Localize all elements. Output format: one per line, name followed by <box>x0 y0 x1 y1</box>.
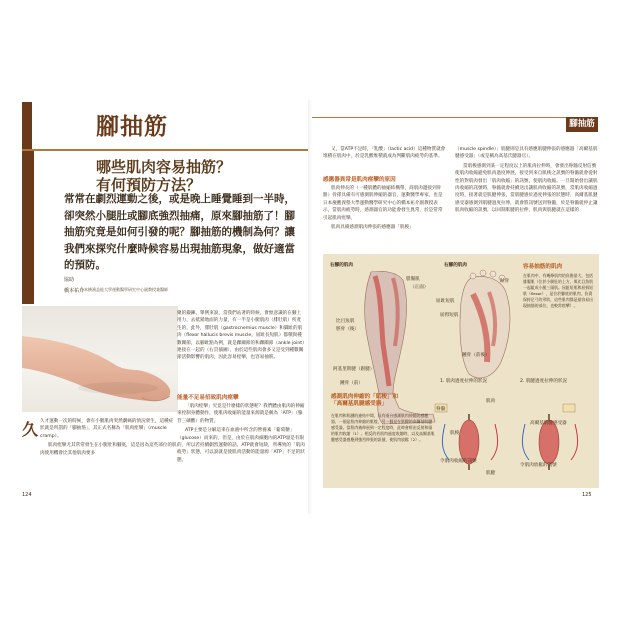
right-colA-para-1: 又，當ATP不足時，「乳酸」（lactic acid）這種物質就會堆積在肌肉中，於是乳酸堆積就成為判斷肌肉疲勞的基準。 <box>323 147 446 160</box>
signal-b-label: 令肌肉放鬆的訊號 <box>520 463 557 468</box>
figure-label-abductor: 屈拇短肌 <box>440 313 459 318</box>
figure-label-sole-bottom: 踵骨（前後） <box>462 353 490 358</box>
figure-label-toes: 趾骨 <box>500 279 510 284</box>
sensor-a-label: 高爾基肌腱感受器 <box>530 421 567 426</box>
byline-affiliation: 日本横濱益能大學運動醫學研究中心副教授兼醫師 <box>80 287 168 292</box>
subtitle-line-1: 哪些肌肉容易抽筋？ <box>96 158 232 176</box>
right-colA-para-2: 肌肉伸長的（一種肌體的抽縮結構帶，商肌肉邊接到骨骼）骨孫具備有可感測肌伸縮的器官，運動醫學專家，也是日本慶應義塾大學運動醫學研究中心的橋本祐介副教授表示，當肌肉疲勞時，感測器官的功能會發生異常，於是常常引起肌肉痙攣。 <box>323 186 443 221</box>
byline-label: 協助 <box>64 277 75 283</box>
subtitle <box>96 158 296 194</box>
title-bar <box>22 102 32 150</box>
right-colB-para-1: （muscle spindle）」肌腱則是具有感應肌腱伸張的感應器「高爾基肌腱感受器」（或是稱為高基氏腱器官）。 <box>455 147 598 160</box>
right-colB-para-2: 當肌梭感測到某一定程度以上的肌肉拉伸時，會發出脊髓反射信號使肌肉收縮避免肌肉過度伸展，接受到來自肌梭之訊號的脊髓就會從射性的對肌肉發出「肌肉收縮」的訊號，使肌肉收縮。一旦開始發出讓肌肉收縮的訊號時，脊髓就會持續送出讓肌肉收縮的訊號，當肌肉收縮過度時，接著就是肌腱伸張，當肌腱感於過度伸張的狀態時，高爾基肌腱感受器感測到肌腱過度拉伸，就會將訊號送到脊髓，於是脊髓就停止讓肌肉收縮的訊號，以回制肌腱的拉伸，肌肉與肌腱就在這樣的 <box>455 163 598 214</box>
signal-a-label: 令肌肉收縮的訊號 <box>440 459 477 464</box>
gutter-shadow <box>308 100 312 514</box>
chapter-tab: 腳抽筋 <box>566 117 598 132</box>
intro-side-band <box>22 150 34 304</box>
left-column-2 <box>177 310 305 364</box>
right-column-a <box>323 146 447 163</box>
right-column-a2 <box>323 185 447 233</box>
left-col1-para-2: 肌肉痙攣尤其常常發生在小腿肚和腳底，這是因為這些部位的肌肉使用機會比其他肌肉要多 <box>40 443 177 456</box>
side-box-title: 容易抽筋的肌肉 <box>523 264 563 270</box>
left-section-heading: 能量不足易招致肌肉痙攣 <box>177 395 239 401</box>
figure-label-calf-front: （正面） <box>410 285 429 290</box>
left-column-2b <box>177 403 305 466</box>
left-col2-para-3: ATP主要是分解這來在血液中所含的營養素「葡萄糖」（glucose）而來的，但是，由於在肌肉細胞內的ATP量是有限的，所以若持續劇烈運動的話，ATP就會短缺，所導致的「肌肉疲勞」狀態，可以說就是使肌肉活動的能量源「ATP」不足的狀態。 <box>177 428 305 463</box>
right-colA-para-3: 肌肉具備感測肌肉伸張的感應器「肌梭」 <box>331 225 414 231</box>
stage-1-label: 1. 肌肉過度拉伸的狀況 <box>440 379 488 384</box>
muscle-label: 肌肉 <box>486 399 496 404</box>
intro-paragraph: 常常在劇烈運動之後，或是晚上睡覺睡到一半時，卻突然小腿肚或腳底強烈抽痛，原來腳抽筋了！腳抽筋究竟是如何引發的呢？腳抽筋的機制為何？讓我們來探究什麼時候容易出現抽筋現象，做好適當的預防。 <box>64 193 295 271</box>
subtitle-line-2: 有何預防方法？ <box>96 176 202 194</box>
figure-label-right-calf: 右腳的肌肉 <box>330 263 353 268</box>
figure-label-soleus: 比目魚肌 <box>336 319 355 324</box>
sensor-box-text: 在肌肉和肌腱的連結中間，具有兩台感測肌肉伸縮的感應器，一個是肌肉伸縮的肌梭，另一個是在肌腱的高爾基肌腱感受器。當肌肉被伸展到一定程度時，此時會經由反射和頭的肌肉收縮（1）。相反的若肌肉過度收縮時，以及高爾基肌腱感受器感應到強烈伸張的訊號，使肌肉放鬆（2）。 <box>331 413 435 442</box>
spinal-cord-label-1: 脊髓 <box>436 407 446 412</box>
left-page-number: 124 <box>22 492 32 498</box>
right-column-b <box>455 146 599 217</box>
page-title: 腳抽筋 <box>96 114 168 140</box>
sensor-box-title <box>331 394 435 408</box>
left-column-1 <box>40 418 177 459</box>
figure-label-flexor: 屈趾短肌 <box>436 299 455 304</box>
byline-name: 橋本祐介 <box>64 288 85 294</box>
figure-label-right-sole: 右腳的肌肉 <box>444 263 467 268</box>
foot-illustration <box>22 306 178 412</box>
stage-2-label: 2. 肌腱過度拉伸的狀況 <box>520 379 568 384</box>
sensor-box-title-line-2: 「高爾基肌腱感受器」 <box>331 401 387 407</box>
left-col2-para-1: 聚的鍛鍊，舉例來說，當我們站著的時候，會無意識的在腳上用力，去抵銷地面的力量，有一半是小腿肌肉（腓肚肌）所產生的，此外，腓肚肌（gastrocnemius muscle）和脚趾的肌肉（flexor hallucis brevis muscle，屈趾長短肌）都積與種數關節，以腳趾點為例，就是踝關節的和踝關節（ankle joint）連接在一起的（右頁插圖），由於這些肌肉會多又是受到種數關節活動影響的肌肉，因此容易痙攣，也容易抽筋。 <box>177 311 305 361</box>
foot-photo <box>22 306 178 412</box>
figure-label-tibialis: 脛骨（後） <box>336 327 359 332</box>
side-box-text: 在肌肉中，有幾條肌肉的負擔最大，包括腓腸肌（位於小腿肚的上方，與比目魚肌一起組成小腿三頭肌。屈趾短肌和屈拇短肌（flexor），是位於腳底的肌肉，負責保持足弓的形狀，這些肌肉都是最容易出現抽筋的部位，也較常痙攣）。 <box>523 273 594 308</box>
right-page-number: 125 <box>582 492 592 498</box>
title-rule <box>22 149 308 151</box>
dropcap: 久 <box>22 420 39 439</box>
sensor-b-label: 肌梭 <box>450 431 460 436</box>
right-header-rule <box>312 117 566 118</box>
sensor-box-title-line-1: 感測肌肉伸縮的「肌梭」和 <box>331 394 399 400</box>
figure-label-heel: 踵骨（前） <box>340 381 363 386</box>
left-col2-para-2: 「肌肉痙攣」究竟是什麼樣的狀態呢？我們體由肌肉的伸縮來控制身體動作，使肌肉收縮的能量來源就是稱為「ATP」（腺苷三磷酸）的物質。 <box>177 404 305 424</box>
figure-label-achilles: 阿基里斯腱（跟腱） <box>333 367 375 372</box>
right-section-heading: 感應器異常是肌肉痙攣的原因 <box>323 177 396 183</box>
tendon-label: 肌腱 <box>486 471 496 476</box>
left-col1-para-1: 久才運動一次的時候，會有小腿肌肉突然劇痛的情況發生，這種症狀就是所謂的「腳抽筋」，其正式名稱為「肌肉痙攣」（muscle cramp）。 <box>40 419 174 439</box>
figure-label-gastrocnemius: 腓腸肌 <box>406 277 420 282</box>
